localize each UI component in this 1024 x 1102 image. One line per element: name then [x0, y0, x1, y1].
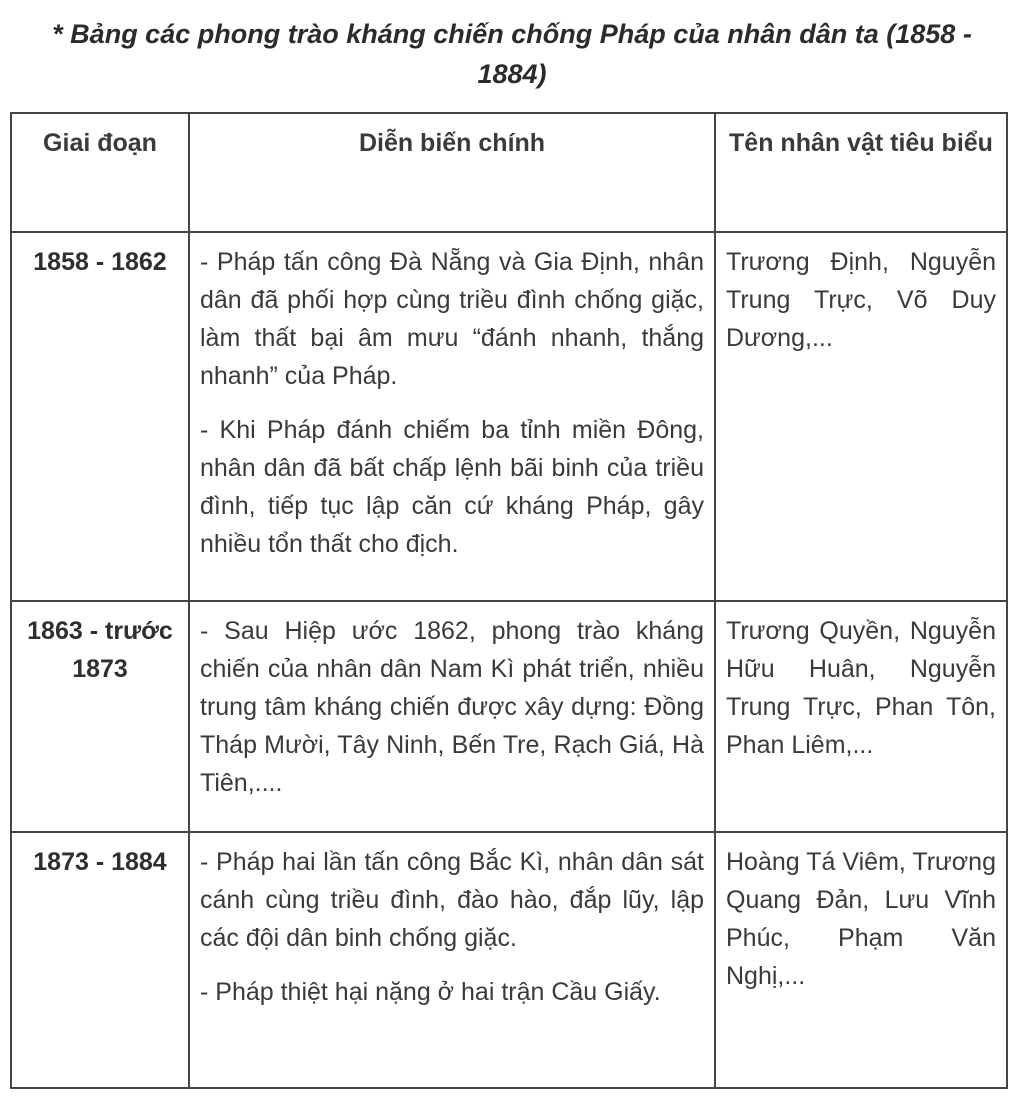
event-paragraph: - Pháp hai lần tấn công Bắc Kì, nhân dân sát cánh cùng triều đình, đào hào, đắp lũy, lập các đội dân binh chống giặc.: [200, 848, 704, 952]
events-cell: [189, 832, 715, 1088]
header-period: Giai đoạn: [11, 113, 189, 232]
event-paragraph: - Pháp tấn công Đà Nẵng và Gia Định, nhân dân đã phối hợp cùng triều đình chống giặc, làm thất bại âm mưu “đánh nhanh, thắng nhanh” của Pháp.: [200, 248, 704, 390]
header-notable-figures: Tên nhân vật tiêu biểu: [715, 113, 1007, 232]
table-header-row: [11, 113, 1007, 232]
figures-cell: Trương Quyền, Nguyễn Hữu Huân, Nguyễn Trung Trực, Phan Tôn, Phan Liêm,...: [715, 601, 1007, 832]
event-paragraph: - Sau Hiệp ước 1862, phong trào kháng chiến của nhân dân Nam Kì phát triển, nhiều trung tâm kháng chiến được xây dựng: Đồng Tháp Mười, Tây Ninh, Bến Tre, Rạch Giá, Hà Tiên,....: [200, 617, 704, 797]
figures-cell: Hoàng Tá Viêm, Trương Quang Đản, Lưu Vĩnh Phúc, Phạm Văn Nghị,...: [715, 832, 1007, 1088]
period-cell: 1858 - 1862: [11, 232, 189, 601]
period-cell: 1863 - trước 1873: [11, 601, 189, 832]
period-cell: 1873 - 1884: [11, 832, 189, 1088]
page-title: * Bảng các phong trào kháng chiến chống Pháp của nhân dân ta (1858 - 1884): [52, 19, 972, 89]
event-paragraph: - Khi Pháp đánh chiếm ba tỉnh miền Đông, nhân dân đã bất chấp lệnh bãi binh của triều đình, tiếp tục lập căn cứ kháng Pháp, gây nhiều tổn thất cho địch.: [200, 416, 704, 558]
table-row: [11, 832, 1007, 1088]
events-cell: [189, 232, 715, 601]
header-main-events: Diễn biến chính: [189, 113, 715, 232]
events-cell: [189, 601, 715, 832]
event-paragraph: - Pháp thiệt hại nặng ở hai trận Cầu Giấy.: [200, 978, 661, 1006]
resistance-table-container: [10, 112, 1006, 1089]
resistance-movements-table: [10, 112, 1008, 1089]
figures-cell: Trương Định, Nguyễn Trung Trực, Võ Duy Dương,...: [715, 232, 1007, 601]
table-row: [11, 601, 1007, 832]
table-row: [11, 232, 1007, 601]
